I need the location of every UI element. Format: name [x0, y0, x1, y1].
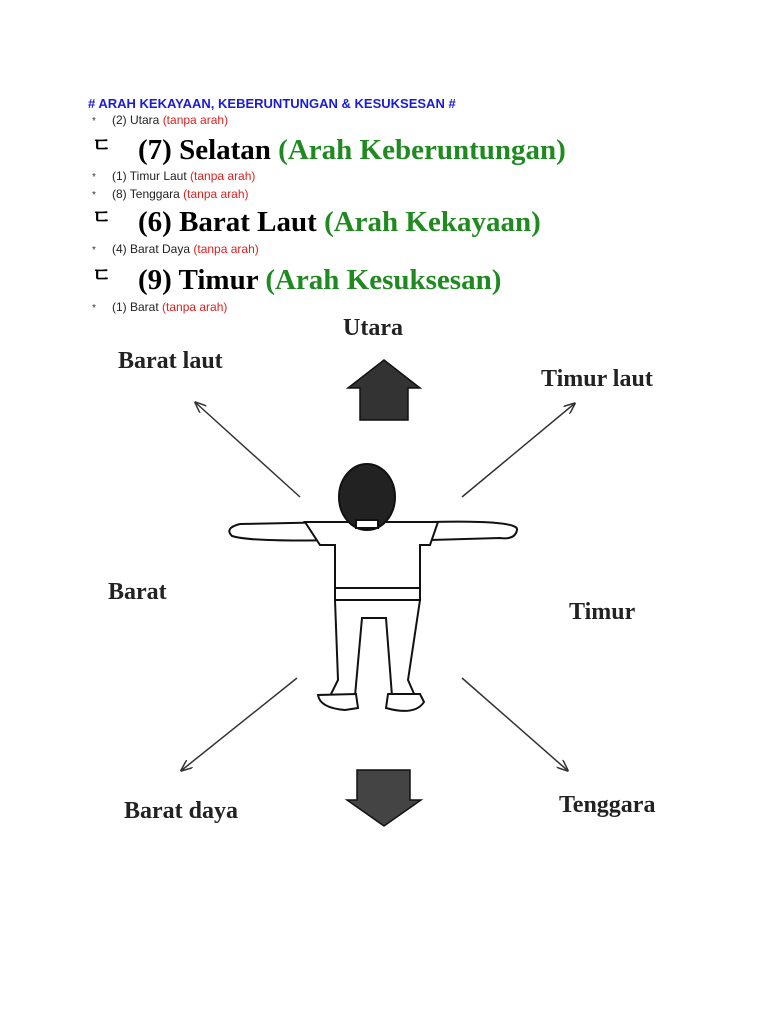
list-item-text: (8) Tenggara [112, 187, 184, 201]
person-figure-icon [229, 464, 517, 711]
list-item-note: (tanpa arah) [162, 113, 229, 127]
mark-icon: ㄷ [92, 207, 112, 229]
bullet-icon: * [92, 245, 96, 256]
arrow-timur-laut-icon [462, 404, 574, 497]
highlight-line-emphasis: (Arah Kesuksesan) [265, 264, 502, 296]
list-item [92, 113, 228, 129]
arrow-tenggara-icon [462, 678, 567, 770]
document-heading: # ARAH KEKAYAAN, KEBERUNTUNGAN & KESUKSESAN # [88, 96, 456, 111]
label-tenggara: Tenggara [559, 792, 656, 818]
list-item-text: (1) Barat [112, 300, 163, 314]
arrow-barat-laut-icon [196, 403, 300, 497]
highlight-line [92, 205, 541, 239]
list-item [92, 169, 255, 185]
list-item-text: (4) Barat Daya [112, 242, 194, 256]
arrow-barat-daya-icon [182, 678, 297, 770]
highlight-line [92, 133, 566, 167]
bullet-icon: * [92, 172, 96, 183]
up-arrow-icon [348, 360, 420, 420]
bullet-icon: * [92, 190, 96, 201]
highlight-line [92, 263, 501, 297]
highlight-line-text: (6) Barat Laut [138, 206, 325, 238]
down-arrow-icon [347, 770, 421, 826]
highlight-line-text: (7) Selatan [138, 134, 279, 166]
label-timur: Timur [569, 599, 636, 625]
list-item-text: (1) Timur Laut [112, 169, 191, 183]
label-barat: Barat [108, 579, 167, 605]
bullet-icon: * [92, 303, 96, 314]
mark-icon: ㄷ [92, 135, 112, 157]
list-item-note: (tanpa arah) [190, 169, 256, 183]
highlight-line-emphasis: (Arah Keberuntungan) [278, 134, 566, 166]
compass-diagram [0, 300, 768, 860]
list-item [92, 242, 259, 258]
list-item [92, 187, 249, 203]
highlight-line-text: (9) Timur [138, 264, 266, 296]
mark-icon: ㄷ [92, 265, 112, 287]
label-barat-daya: Barat daya [124, 798, 238, 824]
label-utara: Utara [343, 315, 403, 341]
label-timur-laut: Timur laut [541, 366, 653, 392]
list-item-note: (tanpa arah) [193, 242, 259, 256]
highlight-line-emphasis: (Arah Kekayaan) [324, 206, 541, 238]
list-item-text: (2) Utara [112, 113, 163, 127]
list-item-note: (tanpa arah) [183, 187, 249, 201]
bullet-icon: * [92, 116, 96, 127]
label-barat-laut: Barat laut [118, 348, 223, 374]
list-item-note: (tanpa arah) [162, 300, 228, 314]
